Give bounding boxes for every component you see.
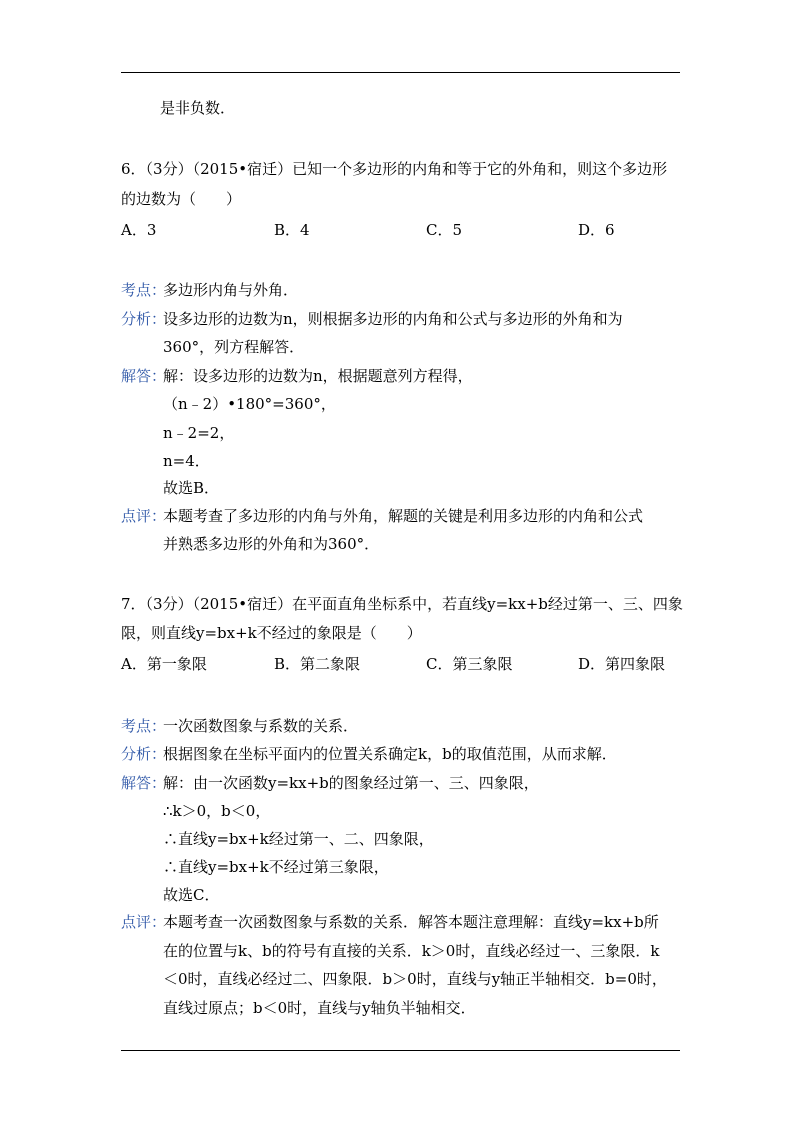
q7-stem-line-2: 限，则直线y=bx+k不经过的象限是（ ）: [121, 624, 422, 642]
q6-option-c: C．5: [426, 221, 463, 239]
q6-dianping-line-2: 并熟悉多边形的外角和为360°．: [163, 535, 380, 553]
q6-option-a: A．3: [121, 221, 157, 239]
q7-kaodian-text: 一次函数图象与系数的关系．: [163, 717, 359, 735]
bottom-rule: [121, 1050, 680, 1051]
q7-jieda-line-2: ∴k＞0，b＜0，: [163, 802, 271, 820]
q6-kaodian-label: 考点：: [121, 281, 167, 299]
q7-kaodian-label: 考点：: [121, 717, 167, 735]
q6-option-b: B．4: [274, 221, 310, 239]
q7-option-c: C．第三象限: [426, 655, 513, 673]
q7-jieda-line-5: 故选C．: [163, 886, 220, 904]
q7-dianping-label: 点评：: [121, 913, 167, 931]
q7-fenxi-label: 分析：: [121, 745, 167, 763]
q7-jieda-line-4: ∴直线y=bx+k不经过第三象限，: [163, 858, 389, 876]
q6-jieda-line-3: n﹣2=2，: [163, 424, 235, 442]
q6-fenxi-line-1: 设多边形的边数为n，则根据多边形的内角和公式与多边形的外角和为: [163, 310, 623, 328]
q6-stem-line-1: 6．（3分）（2015•宿迁）已知一个多边形的内角和等于它的外角和，则这个多边形: [121, 160, 668, 178]
q7-dianping-line-3: ＜0时，直线必经过二、四象限．b＞0时，直线与y轴正半轴相交．b=0时，: [163, 970, 667, 988]
q6-dianping-label: 点评：: [121, 507, 167, 525]
top-rule: [121, 72, 680, 73]
q6-jieda-line-4: n=4．: [163, 452, 210, 470]
q7-fenxi-line-1: 根据图象在坐标平面内的位置关系确定k，b的取值范围，从而求解．: [163, 745, 617, 763]
q7-option-d: D．第四象限: [578, 655, 666, 673]
q6-dianping-line-1: 本题考查了多边形的内角与外角，解题的关键是利用多边形的内角和公式: [163, 507, 644, 525]
q7-dianping-line-4: 直线过原点；b＜0时，直线与y轴负半轴相交．: [163, 999, 476, 1017]
q6-jieda-line-2: （n﹣2）•180°=360°，: [163, 395, 336, 413]
q6-jieda-line-1: 解：设多边形的边数为n，根据题意列方程得，: [163, 367, 473, 385]
q7-dianping-line-1: 本题考查一次函数图象与系数的关系．解答本题注意理解：直线y=kx+b所: [163, 913, 659, 931]
q6-jieda-label: 解答：: [121, 367, 167, 385]
q7-option-a: A．第一象限: [121, 655, 207, 673]
q7-stem-line-1: 7．（3分）（2015•宿迁）在平面直角坐标系中，若直线y=kx+b经过第一、三、四象: [121, 595, 683, 613]
q7-dianping-line-2: 在的位置与k、b的符号有直接的关系．k＞0时，直线必经过一、三象限．k: [163, 942, 660, 960]
continuation-text: 是非负数．: [160, 99, 236, 117]
q6-fenxi-line-2: 360°，列方程解答．: [163, 338, 305, 356]
q6-stem-line-2: 的边数为（ ）: [121, 190, 242, 208]
q6-fenxi-label: 分析：: [121, 310, 167, 328]
q6-kaodian-text: 多边形内角与外角．: [163, 281, 299, 299]
q6-jieda-line-5: 故选B．: [163, 479, 220, 497]
q7-option-b: B．第二象限: [274, 655, 361, 673]
q7-jieda-label: 解答：: [121, 774, 167, 792]
q7-jieda-line-1: 解：由一次函数y=kx+b的图象经过第一、三、四象限，: [163, 774, 539, 792]
q7-jieda-line-3: ∴直线y=bx+k经过第一、二、四象限，: [163, 830, 434, 848]
q6-option-d: D．6: [578, 221, 615, 239]
